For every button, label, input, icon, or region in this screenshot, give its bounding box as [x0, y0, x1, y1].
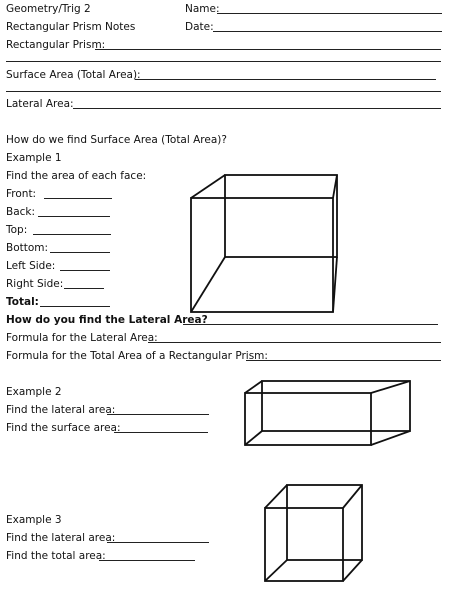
example-2-title: Example 2: [6, 386, 62, 398]
back-label: Back:: [6, 206, 36, 218]
rectangular-prism-blank-2[interactable]: [6, 61, 441, 62]
example-3-lateral-label: Find the lateral area:: [6, 532, 116, 544]
left-side-label: Left Side:: [6, 260, 56, 272]
example-3-total-label: Find the total area:: [6, 550, 106, 562]
rectangular-prism-blank[interactable]: [95, 49, 441, 50]
surface-area-blank-2[interactable]: [6, 91, 441, 92]
notes-title: Rectangular Prism Notes: [6, 21, 136, 33]
example-3-total-blank[interactable]: [99, 560, 195, 561]
example-3-title: Example 3: [6, 514, 62, 526]
name-field[interactable]: [217, 13, 442, 14]
right-side-blank[interactable]: [64, 288, 104, 289]
course-title: Geometry/Trig 2: [6, 3, 91, 15]
example-1-title: Example 1: [6, 152, 62, 164]
bottom-label: Bottom:: [6, 242, 49, 254]
top-blank[interactable]: [33, 234, 111, 235]
lateral-area-question-blank[interactable]: [183, 324, 438, 325]
example-2-surface-label: Find the surface area:: [6, 422, 121, 434]
formula-lateral-label: Formula for the Lateral Area:: [6, 332, 158, 344]
example-2-lateral-label: Find the lateral area:: [6, 404, 116, 416]
top-label: Top:: [6, 224, 28, 236]
front-blank[interactable]: [44, 198, 112, 199]
rectangular-prism-figure-2: [240, 376, 415, 451]
formula-total-blank[interactable]: [246, 360, 441, 361]
example-2-surface-blank[interactable]: [114, 432, 208, 433]
surface-area-question: How do we find Surface Area (Total Area)?: [6, 134, 227, 146]
formula-lateral-blank[interactable]: [148, 342, 441, 343]
lateral-area-question: How do you find the Lateral Area?: [6, 314, 208, 326]
find-face-areas-instruction: Find the area of each face:: [6, 170, 147, 182]
formula-total-label: Formula for the Total Area of a Rectangular Prism:: [6, 350, 268, 362]
date-label: Date:: [185, 21, 214, 33]
front-label: Front:: [6, 188, 37, 200]
example-3-lateral-blank[interactable]: [107, 542, 209, 543]
rectangular-prism-figure-3: [260, 480, 370, 585]
back-blank[interactable]: [38, 216, 110, 217]
surface-area-blank[interactable]: [135, 79, 436, 80]
lateral-area-blank[interactable]: [73, 108, 441, 109]
name-label: Name:: [185, 3, 220, 15]
example-2-lateral-blank[interactable]: [107, 414, 209, 415]
right-side-label: Right Side:: [6, 278, 64, 290]
total-label: Total:: [6, 296, 39, 308]
rectangular-prism-label: Rectangular Prism:: [6, 39, 106, 51]
bottom-blank[interactable]: [50, 252, 110, 253]
left-side-blank[interactable]: [60, 270, 110, 271]
total-blank[interactable]: [40, 306, 110, 307]
date-field[interactable]: [213, 31, 442, 32]
rectangular-prism-figure-1: [186, 168, 376, 318]
lateral-area-label: Lateral Area:: [6, 98, 74, 110]
surface-area-label: Surface Area (Total Area):: [6, 69, 141, 81]
